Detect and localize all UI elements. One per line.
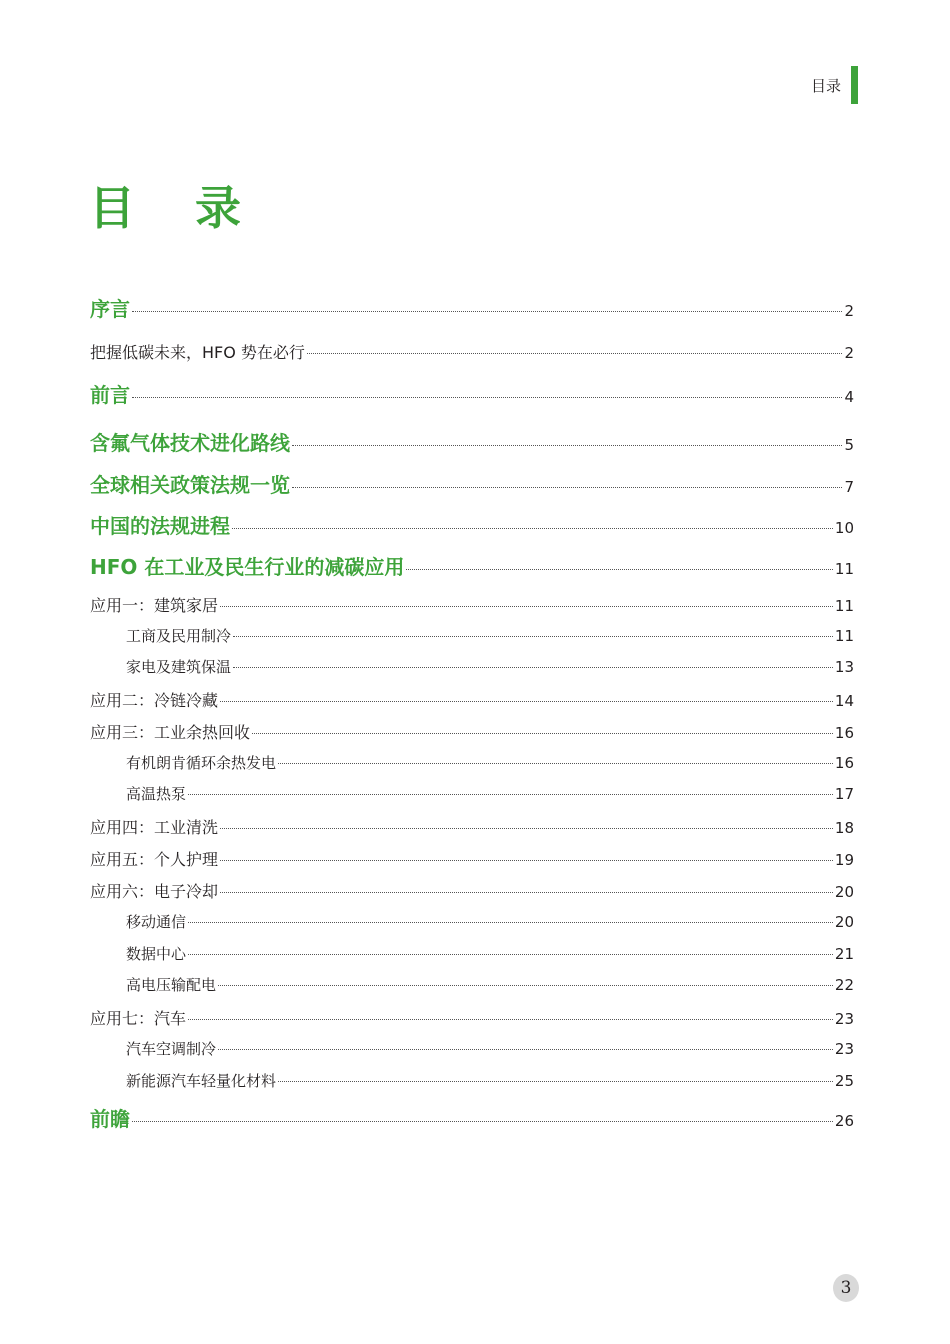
toc-entry-label: 有机朗肯循环余热发电	[126, 754, 277, 772]
toc-entry-label: 移动通信	[126, 913, 187, 931]
toc-entry-page: 21	[834, 945, 854, 963]
section-header-tab	[811, 66, 858, 104]
toc-entry[interactable]	[90, 1070, 854, 1091]
toc-entry-label: 前瞻	[90, 1107, 130, 1131]
toc-entry-label: 应用四：工业清洗	[90, 818, 219, 837]
toc-leader-dots	[220, 701, 833, 702]
toc-leader-dots	[218, 985, 833, 986]
toc-entry-label: 汽车空调制冷	[126, 1040, 217, 1058]
toc-entry-label: 前言	[90, 383, 130, 407]
toc-entry[interactable]	[90, 1006, 854, 1029]
toc-entry-page: 26	[834, 1112, 854, 1130]
toc-leader-dots	[278, 763, 833, 764]
toc-entry[interactable]	[90, 879, 854, 902]
toc-entry-page: 22	[834, 976, 854, 994]
toc-entry-page: 19	[834, 851, 854, 869]
page-number: 3	[833, 1274, 859, 1302]
toc-entry-label: 高电压输配电	[126, 976, 217, 994]
toc-entry[interactable]	[90, 1038, 854, 1059]
toc-leader-dots	[278, 1081, 833, 1082]
toc-entry[interactable]	[90, 379, 854, 408]
page-title: 目 录	[89, 181, 264, 235]
toc-leader-dots	[232, 528, 833, 529]
toc-entry-label: HFO 在工业及民生行业的减碳应用	[90, 555, 405, 579]
toc-leader-dots	[220, 606, 833, 607]
toc-entry-page: 20	[834, 883, 854, 901]
toc-entry[interactable]	[90, 815, 854, 838]
toc-entry-page: 16	[834, 724, 854, 742]
toc-entry-label: 把握低碳未来，HFO 势在必行	[90, 343, 305, 362]
toc-entry-label: 全球相关政策法规一览	[90, 473, 290, 497]
toc-leader-dots	[252, 733, 833, 734]
toc-entry[interactable]	[90, 974, 854, 995]
toc-entry-label: 应用六：电子冷却	[90, 882, 219, 901]
toc-entry-label: 应用五：个人护理	[90, 850, 219, 869]
toc-entry-page: 23	[834, 1010, 854, 1028]
toc-entry-label: 家电及建筑保温	[126, 658, 232, 676]
toc-entry-page: 7	[844, 478, 854, 496]
section-header-label: 目录	[810, 76, 841, 95]
toc-entry-page: 2	[844, 302, 854, 320]
toc-entry-label: 数据中心	[126, 945, 187, 963]
toc-entry-label: 高温热泵	[126, 785, 187, 803]
toc-entry[interactable]	[90, 688, 854, 711]
toc-entry-label: 中国的法规进程	[90, 514, 230, 538]
toc-leader-dots	[233, 667, 833, 668]
toc-entry[interactable]	[90, 593, 854, 616]
toc-entry[interactable]	[90, 427, 854, 456]
toc-entry-page: 11	[834, 560, 854, 578]
toc-entry-page: 25	[834, 1072, 854, 1090]
toc-entry[interactable]	[90, 656, 854, 677]
toc-entry-label: 应用三：工业余热回收	[90, 723, 251, 742]
toc-entry-label: 应用一：建筑家居	[90, 596, 219, 615]
toc-entry-page: 18	[834, 819, 854, 837]
toc-leader-dots	[220, 828, 833, 829]
toc-entry-label: 新能源汽车轻量化材料	[126, 1072, 277, 1090]
toc-entry[interactable]	[90, 847, 854, 870]
section-header-bar	[851, 66, 858, 104]
toc-entry-page: 16	[834, 754, 854, 772]
toc-entry-page: 5	[844, 436, 854, 454]
toc-leader-dots	[218, 1049, 833, 1050]
toc-leader-dots	[132, 311, 842, 312]
toc-entry[interactable]	[90, 340, 854, 363]
toc-entry-label: 应用二：冷链冷藏	[90, 691, 219, 710]
toc-entry[interactable]	[90, 551, 854, 580]
toc-entry-page: 4	[844, 388, 854, 406]
toc-leader-dots	[292, 445, 842, 446]
toc-entry-page: 20	[834, 913, 854, 931]
toc-leader-dots	[188, 1019, 833, 1020]
toc-leader-dots	[132, 1121, 833, 1122]
toc-entry[interactable]	[90, 720, 854, 743]
toc-entry-label: 工商及民用制冷	[126, 627, 232, 645]
toc-leader-dots	[132, 397, 842, 398]
toc-entry-page: 17	[834, 785, 854, 803]
toc-entry-page: 11	[834, 597, 854, 615]
toc-entry[interactable]	[90, 1103, 854, 1132]
toc-entry-page: 10	[834, 519, 854, 537]
toc-entry-page: 23	[834, 1040, 854, 1058]
toc-entry-page: 13	[834, 658, 854, 676]
toc-leader-dots	[292, 487, 842, 488]
toc-entry-label: 序言	[90, 297, 130, 321]
toc-entry-page: 14	[834, 692, 854, 710]
toc-entry-label: 应用七：汽车	[90, 1009, 187, 1028]
toc-entry[interactable]	[90, 943, 854, 964]
toc-entry[interactable]	[90, 783, 854, 804]
toc-leader-dots	[188, 922, 833, 923]
toc-leader-dots	[307, 353, 843, 354]
toc-leader-dots	[188, 794, 833, 795]
toc-entry[interactable]	[90, 625, 854, 646]
toc-entry-label: 含氟气体技术进化路线	[90, 431, 290, 455]
toc-leader-dots	[233, 636, 833, 637]
toc-leader-dots	[220, 860, 833, 861]
toc-entry-page: 2	[844, 344, 854, 362]
toc-entry[interactable]	[90, 469, 854, 498]
toc-leader-dots	[188, 954, 833, 955]
toc-leader-dots	[406, 569, 833, 570]
toc-entry[interactable]	[90, 752, 854, 773]
toc-entry[interactable]	[90, 911, 854, 932]
toc-leader-dots	[220, 892, 833, 893]
toc-entry[interactable]	[90, 293, 854, 322]
toc-entry[interactable]	[90, 510, 854, 539]
toc-entry-page: 11	[834, 627, 854, 645]
